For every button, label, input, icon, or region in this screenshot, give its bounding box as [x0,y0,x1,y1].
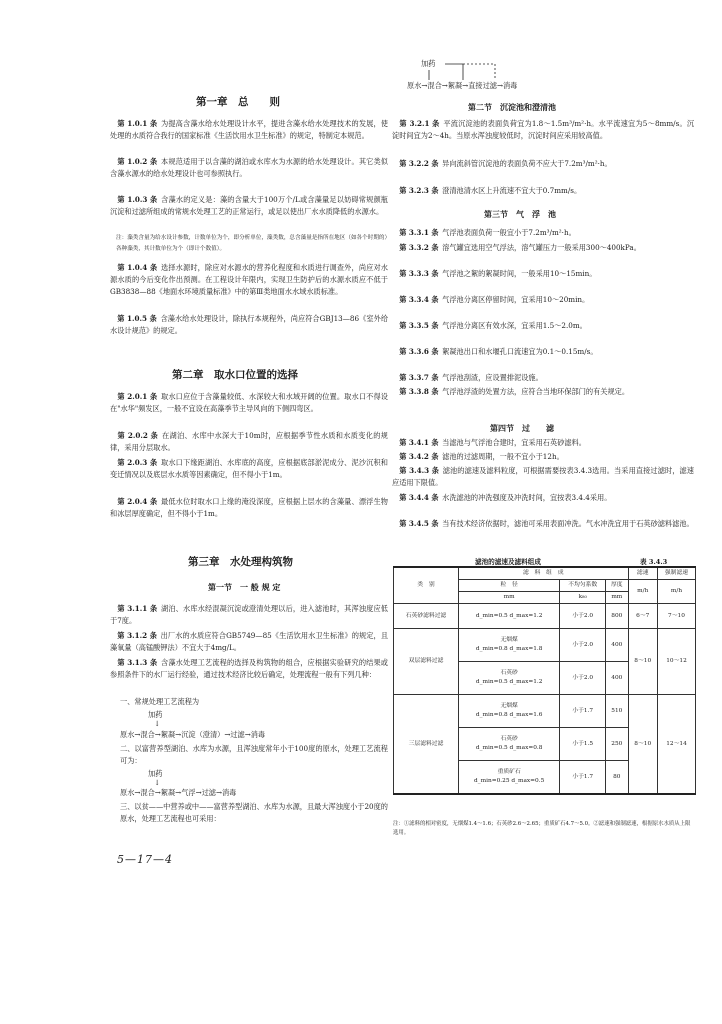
clause-text: 含藻水的定义是：藻的含量大于100万个/L或含藻量足以妨碍常规颜瓶沉淀和过滤所组成的常规水处理工艺的正常运行，或足以使出厂水水质降低的水源水。 [110,195,388,217]
clause-3-4-3 [392,465,694,489]
media-size: d_min=0.8 d_max=1.8 [475,646,543,652]
clause-number: 第 3.3.8 条 [399,387,439,396]
header-media: 滤 料 组 成 [459,567,629,580]
unit-force: m/h [657,580,695,604]
media-name: 无烟煤 [500,703,518,709]
clause-3-4-2 [392,451,694,463]
clause-text: 气浮池表面负荷一般宜小于7.2m³/m²·h。 [442,228,576,237]
clause-number: 第 3.4.3 条 [399,466,440,475]
flow-2-chain: 原水→混合→絮凝→气浮→过滤→消毒 [120,788,237,797]
flow-1-dosing: 加药 [148,710,163,719]
section-3-4-title: 第四节 过 滤 [490,423,554,433]
flow-3-bracket-lines [407,58,567,98]
header-coef: 不均匀系数 [560,580,606,592]
clause-number: 第 2.0.2 条 [117,431,159,440]
clause-2-0-2 [110,430,388,454]
table-header-row [394,567,696,580]
cell-speed: 8～10 [628,695,657,795]
clause-text: 当有技术经济依据时，滤池可采用表面冲洗。气水冲洗宜用于石英砂滤料滤池。 [442,519,694,528]
cell-force: 10～12 [657,629,695,695]
section-3-1-title: 第一节 一 般 规 定 [208,582,281,592]
table-row [394,604,696,629]
media-size: d_min=0.25 d_max=0.5 [474,778,545,784]
clause-number: 第 3.2.1 条 [399,119,440,128]
clause-number: 第 3.3.1 条 [399,228,439,237]
cell-thick: 400 [606,629,628,662]
media-size: d_min=0.5 d_max=0.8 [475,745,543,751]
clause-3-4-4 [392,492,694,504]
header-size: 粒 径 [459,580,560,592]
list-item-3: 三、以贫——中营养或中——富营养型湖泊、水库为水源，且最大浑浊度小于20度的原水，处理工艺流程也可采用： [120,802,388,824]
chapter-3-title: 第三章 水处理构筑物 [188,556,293,568]
cell-thick: 510 [606,695,628,728]
clause-1-0-3 [110,194,388,218]
unit-coef: k₈₀ [560,592,606,604]
flow-3-diagram [407,58,567,98]
clause-text: 本规范适用于以含藻的湖泊或水库水为水源的给水处理设计。其它类似含藻水源水的给水处理设计也可参照执行。 [110,157,388,179]
cell-force: 7～10 [657,604,695,629]
cell-size [459,695,560,728]
cell-size: d_min=0.5 d_max=1.2 [459,604,560,629]
media-name: 无烟煤 [500,637,518,643]
clause-1-0-5 [110,313,388,337]
cell-thick: 80 [606,761,628,795]
table-number: 表 3.4.3 [640,558,668,566]
header-force: 强制滤速 [657,567,695,580]
clause-3-3-8 [392,386,694,398]
cell-coef: 小于1.7 [560,761,606,795]
clause-number: 第 1.0.5 条 [117,314,157,323]
table-caption: 滤池的滤速及滤料组成 [475,558,541,566]
clause-3-1-2 [110,630,388,654]
cell-size [459,662,560,695]
clause-1-0-1 [110,118,388,142]
cell-coef: 小于2.0 [560,629,606,662]
section-3-2-title: 第二节 沉淀池和澄清池 [468,102,556,112]
section-3-3-title: 第三节 气 浮 池 [484,209,556,219]
clause-text: 滤池的过滤周期，一般不宜小于12h。 [442,452,564,461]
clause-3-3-7 [392,372,694,384]
clause-text: 在湖泊、水库中水深大于10m时，应根据季节性水质和水质变化的规律，采用分层取水。 [110,431,388,453]
clause-number: 第 3.1.3 条 [117,658,158,667]
clause-3-4-5 [392,518,694,530]
clause-3-1-1 [110,603,388,627]
clause-number: 第 1.0.1 条 [117,119,158,128]
clause-text: 含藻水处理工艺流程的选择及构筑物的组合，应根据实验研究的结果或参照条件下的水厂运行经验，通过技术经济比较后确定，处理流程一般有下列几种： [110,658,388,680]
cell-thick: 400 [606,662,628,695]
header-speed: 滤速 [628,567,657,580]
flow-3-chain: 原水→混合→絮凝→直接过滤→消毒 [407,81,518,90]
clause-text: 选择水源时，除应对水源水的营养化程度和水质进行调查外，尚应对水源水质的今后变化作出预测。在工程设计年限内，实现卫生防护后的水源水质应不低于GB3838—88《地面水环境质量标准》中的第Ⅲ类地面水水域水质标准。 [110,263,388,297]
header-thick: 厚度 [606,580,628,592]
cell-thick: 250 [606,728,628,761]
clause-2-0-3 [110,457,388,481]
clause-text: 含藻水给水处理设计，除执行本规程外，尚应符合GBJ13—86《室外给水设计规范》的规定。 [110,314,389,336]
clause-text: 澄清池清水区上升流速不宜大于0.7mm/s。 [442,186,582,195]
clause-text: 湖泊、水库水经混凝沉淀或澄清处理以后，进入滤池时，其浑浊度应低于7度。 [110,604,388,626]
clause-1-0-4 [110,262,388,299]
clause-number: 第 3.3.3 条 [399,269,439,278]
flow-1-arrow: ↓ [154,719,161,728]
cell-size [459,629,560,662]
clause-2-0-4 [110,496,388,520]
cell-speed: 8～10 [628,629,657,695]
cell-force: 12～14 [657,695,695,795]
clause-text: 滤池的滤速及滤料粒度，可根据需要按表3.4.3选用。当采用直接过滤时，滤速应适用下限值。 [392,466,694,488]
list-item-2: 二、以富营养型湖泊、水库为水源，且浑浊度常年小于100度的原水，处理工艺流程可为： [120,744,388,766]
chapter-2-title: 第二章 取水口位置的选择 [172,369,298,381]
media-name: 重质矿石 [497,769,521,775]
flow-1-chain: 原水→混合→絮凝→沉淀（澄清）→过滤→消毒 [120,730,266,739]
table-note: 注：①滤料的相对密度，无烟煤1.4～1.6；石英砂2.6～2.65；重质矿石4.7～5.0。②滤速和强制滤速，根据原水水质从上限选用。 [393,821,691,836]
cell-thick: 800 [606,604,628,629]
clause-text: 异向流斜管沉淀池的表面负荷不应大于7.2m³/m²·h。 [442,159,612,168]
clause-text: 当滤池与气浮池合建时，宜采用石英砂滤料。 [442,438,586,447]
clause-text: 取水口下缘距湖泊、水库底的高度，应根据底部淤泥成分、泥沙沉积和变迁情况以及底层水水质等因素确定，但不得小于1m。 [110,458,388,480]
media-name: 石英砂 [500,736,518,742]
clause-number: 第 3.3.7 条 [399,373,439,382]
cell-coef: 小于1.5 [560,728,606,761]
clause-number: 第 3.4.5 条 [399,519,439,528]
clause-3-1-3 [110,657,388,681]
clause-number: 第 3.4.1 条 [399,438,439,447]
header-type: 类 别 [394,567,459,604]
list-item-1: 一、常规处理工艺流程为 [120,697,200,706]
clause-text: 气浮池分离区停留时间，宜采用10～20min。 [442,295,590,304]
chapter-1-title: 第一章 总 则 [196,96,280,108]
cell-coef: 小于2.0 [560,604,606,629]
clause-number: 第 1.0.3 条 [117,195,158,204]
cell-speed: 6～7 [628,604,657,629]
flow-2-dosing: 加药 [148,769,163,778]
clause-text: 气浮池之絮的絮凝时间，一般采用10～15min。 [442,269,597,278]
clause-number: 第 3.4.2 条 [399,452,439,461]
unit-thick: mm [606,592,628,604]
clause-number: 第 2.0.3 条 [117,458,158,467]
clause-text: 絮凝池出口和水堰孔口流速宜为0.1～0.15m/s。 [442,347,598,356]
clause-3-3-2 [392,242,694,254]
row-type: 双层滤料过滤 [394,629,459,695]
page-number: 5—17—4 [117,853,173,866]
clause-3-3-5 [392,320,694,332]
clause-number: 第 3.3.2 条 [399,243,439,252]
cell-size [459,761,560,795]
flow-2-arrow: ↓ [154,778,161,787]
unit-speed: m/h [628,580,657,604]
clause-number: 第 1.0.4 条 [117,263,158,272]
row-type: 石英砂滤料过滤 [394,604,459,629]
clause-number: 第 3.3.5 条 [399,321,439,330]
flow-3-dosing: 加药 [421,59,436,68]
table-row [394,629,696,662]
clause-3-2-3 [392,185,694,197]
clause-number: 第 1.0.2 条 [117,157,158,166]
clause-text: 气浮池刮渣，应设置排泥设施。 [442,373,543,382]
clause-number: 第 3.3.4 条 [399,295,439,304]
clause-3-4-1 [392,437,694,449]
clause-3-3-1 [392,227,694,239]
clause-text: 取水口应位于含藻量较低、水深较大和水域开阔的位置。取水口不得设在"水华"频发区，一般不宜设在高藻季节主导风向的下侧四弯区。 [110,392,388,414]
clause-3-2-1 [392,118,694,142]
cell-coef: 小于2.0 [560,662,606,695]
clause-number: 第 3.2.2 条 [399,159,439,168]
row-type: 三层滤料过滤 [394,695,459,795]
clause-3-2-2 [392,158,694,170]
clause-3-3-6 [392,346,694,358]
clause-number: 第 2.0.4 条 [117,497,158,506]
clause-2-0-1 [110,391,388,415]
clause-3-3-4 [392,294,694,306]
media-size: d_min=0.8 d_max=1.6 [475,712,543,718]
cell-size [459,728,560,761]
clause-number: 第 3.1.1 条 [117,604,158,613]
clause-number: 第 3.4.4 条 [399,493,439,502]
clause-number: 第 3.1.2 条 [117,631,157,640]
clause-number: 第 3.2.3 条 [399,186,439,195]
clause-text: 最低水位时取水口上缘的淹没深度，应根据上层水的含藻量、漂浮生物和冰层厚度确定，但不得小于1m。 [110,497,388,519]
media-size: d_min=0.5 d_max=1.2 [475,679,543,685]
media-name: 石英砂 [500,670,518,676]
clause-text: 平流沉淀池的表面负荷宜为1.8～1.5m³/m²·h。水平流速宜为5～8mm/s。沉淀时间宜为2～4h。当原水浑浊度较低时，沉淀时间应采用较高值。 [392,119,695,141]
note-1: 注：藻类含量为给水设计参数，计数单位为个，即分析单位，藻类数，总含藻量是指所在地区（如各个时期的）各种藻类，其计数单位为个（即计个数值）。 [116,235,388,252]
clause-text: 水洗滤池的冲洗强度及冲洗时间，宜按表3.4.4采用。 [442,493,612,502]
clause-3-3-3 [392,268,694,280]
clause-1-0-2 [110,156,388,180]
clause-text: 为提高含藻水给水处理设计水平，提进含藻水给水处理技术的发展，使处理的水质符合我行的国家标准《生活饮用水卫生标准》的规定，特制定本规范。 [110,119,388,141]
filter-media-table [393,566,696,795]
clause-text: 溶气罐宜选用空气浮法，溶气罐压力一般采用300～400kPa。 [442,243,641,252]
clause-number: 第 3.3.6 条 [399,347,439,356]
unit-size: mm [459,592,560,604]
clause-number: 第 2.0.1 条 [117,392,158,401]
cell-coef: 小于1.7 [560,695,606,728]
clause-text: 气浮池分离区有效水深，宜采用1.5～2.0m。 [442,321,587,330]
clause-text: 气浮池浮渣的处置方法，应符合当地环保部门的有关规定。 [442,387,630,396]
clause-text: 出厂水的水质应符合GB5749—85《生活饮用水卫生标准》的规定，且藻氧量（高锰酸钾法）不宜大于4mg/L。 [110,631,389,653]
table-row [394,695,696,728]
